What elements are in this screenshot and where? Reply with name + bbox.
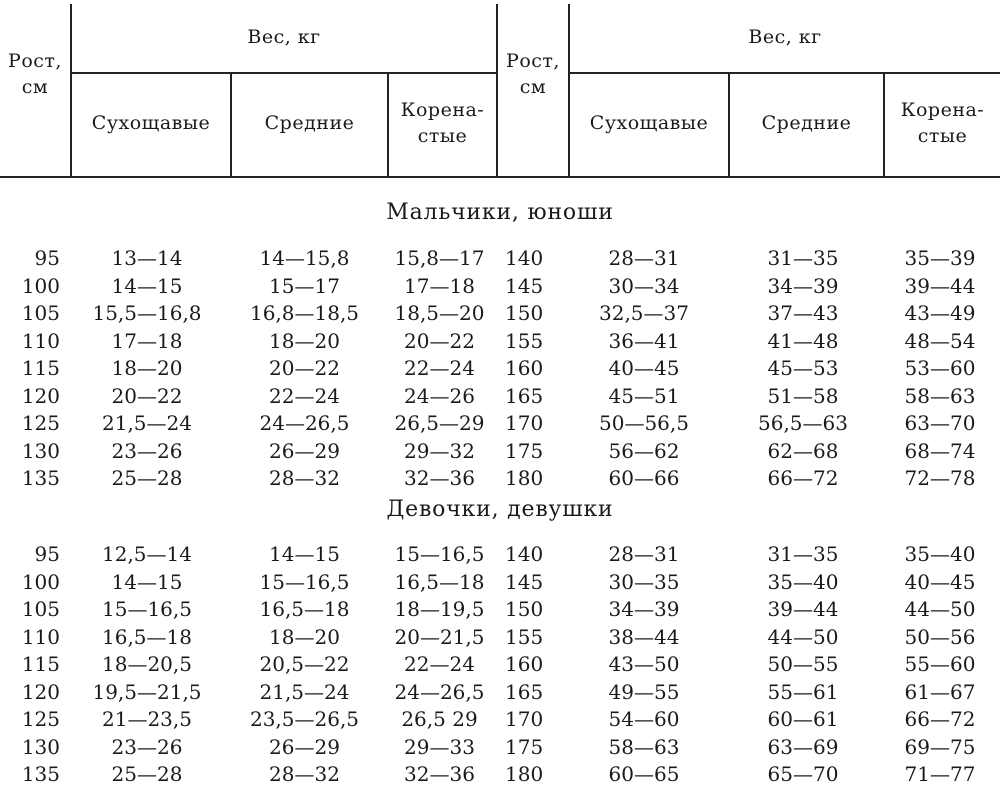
weight-range-cell: 14—15 xyxy=(111,569,183,594)
weight-range-cell: 63—69 xyxy=(767,734,839,759)
weight-range-cell: 58—63 xyxy=(608,734,680,759)
weight-range-cell: 19,5—21,5 xyxy=(92,679,202,704)
table-row xyxy=(0,679,1000,707)
weight-range-cell: 63—70 xyxy=(904,411,976,435)
weight-range-cell: 50—56,5 xyxy=(599,411,689,435)
weight-range-cell: 21,5—24 xyxy=(102,411,192,435)
weight-range-cell: 66—72 xyxy=(767,466,839,490)
table-row xyxy=(0,438,1000,466)
header-bottom-rule xyxy=(0,176,1000,178)
weight-range-cell: 45—53 xyxy=(767,356,839,380)
table-row xyxy=(0,596,1000,624)
weight-range-cell: 28—32 xyxy=(269,466,340,490)
height-cell: 115 xyxy=(21,356,60,380)
height-cell: 105 xyxy=(21,597,60,621)
weight-group-header-left: Вес, кг xyxy=(247,26,321,49)
height-cell: 100 xyxy=(21,273,60,298)
height-cell: 180 xyxy=(505,762,544,786)
weight-range-cell: 68—74 xyxy=(904,438,976,463)
weight-range-cell: 24—26,5 xyxy=(259,411,350,435)
height-cell: 145 xyxy=(505,273,544,298)
height-cell: 120 xyxy=(21,383,60,408)
weight-range-cell: 36—41 xyxy=(608,328,680,353)
weight-range-cell: 32,5—37 xyxy=(599,301,689,325)
height-cell: 95 xyxy=(34,542,60,566)
height-cell: 110 xyxy=(21,624,60,649)
table-row xyxy=(0,761,1000,789)
height-cell: 130 xyxy=(21,438,60,463)
weight-range-cell: 17—18 xyxy=(111,328,183,353)
height-label: Рост, xyxy=(506,50,560,73)
weight-range-cell: 60—65 xyxy=(608,762,680,786)
table-row xyxy=(0,245,1000,273)
weight-range-cell: 31—35 xyxy=(767,542,839,566)
weight-range-cell: 18—19,5 xyxy=(394,597,485,621)
height-column-header-left xyxy=(0,40,70,110)
medium-column-header-left: Средние xyxy=(264,112,355,135)
table-row xyxy=(0,410,1000,438)
weight-range-cell: 17—18 xyxy=(404,273,475,298)
weight-range-cell: 39—44 xyxy=(767,597,839,621)
height-label: Рост, xyxy=(8,50,62,73)
girls-rows xyxy=(0,541,1000,789)
weight-range-cell: 14—15 xyxy=(111,273,183,298)
height-cell: 180 xyxy=(505,466,544,490)
weight-range-cell: 18—20 xyxy=(269,624,340,649)
weight-range-cell: 24—26,5 xyxy=(394,679,485,704)
weight-range-cell: 34—39 xyxy=(608,597,680,621)
weight-range-cell: 56—62 xyxy=(608,438,680,463)
weight-range-cell: 66—72 xyxy=(904,707,976,731)
weight-range-cell: 13—14 xyxy=(111,246,183,270)
weight-range-cell: 31—35 xyxy=(767,246,839,270)
weight-range-cell: 18—20 xyxy=(269,328,340,353)
height-cell: 150 xyxy=(505,597,544,621)
height-cell: 125 xyxy=(21,707,60,731)
weight-range-cell: 14—15 xyxy=(269,542,340,566)
height-cell: 110 xyxy=(21,328,60,353)
height-unit-label: см xyxy=(21,76,49,98)
height-cell: 125 xyxy=(21,411,60,435)
weight-range-cell: 72—78 xyxy=(904,466,976,490)
weight-range-cell: 40—45 xyxy=(608,356,680,380)
weight-range-cell: 71—77 xyxy=(904,762,976,786)
weight-range-cell: 12,5—14 xyxy=(102,542,192,566)
weight-range-cell: 41—48 xyxy=(767,328,839,353)
weight-range-cell: 15—17 xyxy=(269,273,340,298)
weight-range-cell: 53—60 xyxy=(904,356,976,380)
table-row xyxy=(0,541,1000,569)
boys-rows xyxy=(0,245,1000,493)
weight-range-cell: 40—45 xyxy=(904,569,976,594)
height-cell: 140 xyxy=(505,542,544,566)
table-row xyxy=(0,355,1000,383)
weight-range-cell: 16,8—18,5 xyxy=(249,301,360,325)
height-cell: 170 xyxy=(505,411,544,435)
height-cell: 170 xyxy=(505,707,544,731)
weight-range-cell: 29—32 xyxy=(404,438,475,463)
table-row xyxy=(0,569,1000,597)
weight-range-cell: 54—60 xyxy=(608,707,680,731)
weight-range-cell: 28—32 xyxy=(269,762,340,786)
height-cell: 160 xyxy=(505,356,544,380)
weight-range-cell: 25—28 xyxy=(111,466,183,490)
weight-range-cell: 20—22 xyxy=(404,328,475,353)
table-row xyxy=(0,624,1000,652)
weight-range-cell: 23,5—26,5 xyxy=(249,707,360,731)
stocky-column-header-right xyxy=(885,74,1000,174)
height-cell: 140 xyxy=(505,246,544,270)
weight-range-cell: 65—70 xyxy=(767,762,839,786)
weight-range-cell: 20—22 xyxy=(269,356,340,380)
height-cell: 120 xyxy=(21,679,60,704)
weight-range-cell: 39—44 xyxy=(904,273,976,298)
medium-column-header-right: Средние xyxy=(761,112,852,135)
weight-range-cell: 48—54 xyxy=(904,328,976,353)
weight-range-cell: 35—40 xyxy=(904,542,976,566)
weight-range-cell: 62—68 xyxy=(767,438,839,463)
table-row xyxy=(0,465,1000,493)
stocky-label: Корена- стые xyxy=(900,99,985,147)
weight-range-cell: 61—67 xyxy=(904,679,976,704)
height-cell: 135 xyxy=(21,466,60,490)
weight-range-cell: 26—29 xyxy=(269,734,340,759)
weight-range-cell: 21,5—24 xyxy=(259,679,350,704)
weight-range-cell: 23—26 xyxy=(111,734,183,759)
weight-range-cell: 45—51 xyxy=(608,383,680,408)
weight-range-cell: 14—15,8 xyxy=(259,246,350,270)
weight-range-cell: 32—36 xyxy=(404,762,475,786)
weight-range-cell: 26,5 29 xyxy=(401,707,478,731)
weight-range-cell: 16,5—18 xyxy=(394,569,485,594)
weight-range-cell: 50—56 xyxy=(904,624,976,649)
weight-range-cell: 30—34 xyxy=(608,273,680,298)
weight-range-cell: 30—35 xyxy=(608,569,680,594)
weight-range-cell: 15,5—16,8 xyxy=(92,301,202,325)
weight-range-cell: 15—16,5 xyxy=(259,569,350,594)
height-cell: 135 xyxy=(21,762,60,786)
weight-range-cell: 35—40 xyxy=(767,569,839,594)
weight-range-cell: 22—24 xyxy=(404,652,475,676)
table-row xyxy=(0,651,1000,679)
weight-range-cell: 60—66 xyxy=(608,466,680,490)
weight-range-cell: 20—22 xyxy=(111,383,183,408)
table-row xyxy=(0,328,1000,356)
weight-group-header-right: Вес, кг xyxy=(748,26,822,49)
height-cell: 100 xyxy=(21,569,60,594)
table-row xyxy=(0,706,1000,734)
section-title-girls: Девочки, девушки xyxy=(386,497,614,522)
table-row xyxy=(0,383,1000,411)
height-cell: 155 xyxy=(505,624,544,649)
weight-range-cell: 18,5—20 xyxy=(394,301,485,325)
weight-range-cell: 16,5—18 xyxy=(102,624,192,649)
weight-range-cell: 51—58 xyxy=(767,383,839,408)
weight-range-cell: 44—50 xyxy=(767,624,839,649)
height-cell: 130 xyxy=(21,734,60,759)
weight-range-cell: 35—39 xyxy=(904,246,976,270)
weight-range-cell: 26,5—29 xyxy=(394,411,485,435)
height-cell: 95 xyxy=(34,246,60,270)
weight-range-cell: 43—50 xyxy=(608,652,680,676)
weight-range-cell: 55—60 xyxy=(904,652,976,676)
weight-range-cell: 58—63 xyxy=(904,383,976,408)
height-cell: 115 xyxy=(21,652,60,676)
weight-range-cell: 16,5—18 xyxy=(259,597,350,621)
weight-range-cell: 56,5—63 xyxy=(758,411,848,435)
stocky-column-header-left xyxy=(389,74,496,174)
height-column-header-right xyxy=(498,40,568,110)
weight-range-cell: 15—16,5 xyxy=(394,542,485,566)
thin-column-header-left: Сухощавые xyxy=(91,112,211,135)
height-cell: 155 xyxy=(505,328,544,353)
weight-range-cell: 15,8—17 xyxy=(394,246,485,270)
weight-range-cell: 18—20,5 xyxy=(102,652,192,676)
weight-range-cell: 34—39 xyxy=(767,273,839,298)
weight-range-cell: 20—21,5 xyxy=(394,624,485,649)
weight-range-cell: 69—75 xyxy=(904,734,976,759)
section-title-boys: Мальчики, юноши xyxy=(386,200,614,225)
weight-range-cell: 21—23,5 xyxy=(102,707,192,731)
weight-range-cell: 37—43 xyxy=(767,301,839,325)
table-row xyxy=(0,273,1000,301)
weight-range-cell: 32—36 xyxy=(404,466,475,490)
weight-range-cell: 22—24 xyxy=(269,383,340,408)
weight-range-cell: 25—28 xyxy=(111,762,183,786)
weight-range-cell: 28—31 xyxy=(608,542,680,566)
weight-range-cell: 44—50 xyxy=(904,597,976,621)
table-header xyxy=(0,0,1000,180)
height-cell: 105 xyxy=(21,301,60,325)
height-unit-label: см xyxy=(519,76,547,98)
weight-range-cell: 22—24 xyxy=(404,356,475,380)
weight-range-cell: 23—26 xyxy=(111,438,183,463)
table-row xyxy=(0,300,1000,328)
height-cell: 165 xyxy=(505,679,544,704)
table-row xyxy=(0,734,1000,762)
weight-range-cell: 18—20 xyxy=(111,356,183,380)
weight-range-cell: 26—29 xyxy=(269,438,340,463)
weight-range-cell: 20,5—22 xyxy=(259,652,350,676)
weight-range-cell: 24—26 xyxy=(404,383,475,408)
weight-range-cell: 43—49 xyxy=(904,301,976,325)
weight-range-cell: 60—61 xyxy=(767,707,839,731)
weight-range-cell: 28—31 xyxy=(608,246,680,270)
height-cell: 150 xyxy=(505,301,544,325)
weight-range-cell: 49—55 xyxy=(608,679,680,704)
stocky-label: Корена- стые xyxy=(400,99,485,147)
thin-column-header-right: Сухощавые xyxy=(589,112,709,135)
weight-range-cell: 50—55 xyxy=(767,652,839,676)
weight-range-cell: 55—61 xyxy=(767,679,839,704)
height-cell: 145 xyxy=(505,569,544,594)
weight-range-cell: 29—33 xyxy=(404,734,475,759)
height-cell: 175 xyxy=(505,734,544,759)
height-cell: 160 xyxy=(505,652,544,676)
height-cell: 175 xyxy=(505,438,544,463)
height-cell: 165 xyxy=(505,383,544,408)
weight-range-cell: 15—16,5 xyxy=(102,597,192,621)
weight-range-cell: 38—44 xyxy=(608,624,680,649)
